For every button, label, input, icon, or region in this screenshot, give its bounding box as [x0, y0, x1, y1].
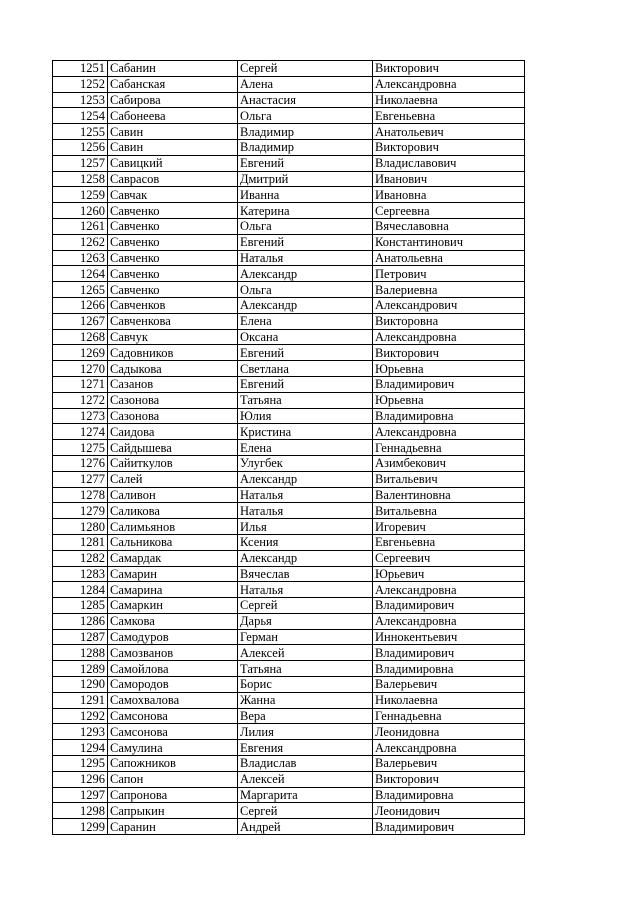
row-number-cell: 1292: [53, 708, 108, 724]
surname-cell: Самойлова: [108, 661, 238, 677]
surname-cell: Сайиткулов: [108, 455, 238, 471]
first-name-cell: Ольга: [238, 282, 373, 298]
surname-cell: Савченкова: [108, 313, 238, 329]
row-number-cell: 1297: [53, 787, 108, 803]
table-row: [53, 218, 525, 234]
first-name-cell: Евгений: [238, 155, 373, 171]
table-row: [53, 203, 525, 219]
patronymic-cell: Юрьевич: [373, 566, 525, 582]
table-row: [53, 124, 525, 140]
surname-cell: Сабонеева: [108, 108, 238, 124]
surname-cell: Сальникова: [108, 534, 238, 550]
surname-cell: Саврасов: [108, 171, 238, 187]
patronymic-cell: Александровна: [373, 424, 525, 440]
first-name-cell: Светлана: [238, 361, 373, 377]
row-number-cell: 1285: [53, 598, 108, 614]
table-row: [53, 519, 525, 535]
row-number-cell: 1269: [53, 345, 108, 361]
surname-cell: Саливон: [108, 487, 238, 503]
table-row: [53, 392, 525, 408]
row-number-cell: 1280: [53, 519, 108, 535]
surname-cell: Самарин: [108, 566, 238, 582]
table-row: [53, 534, 525, 550]
name-list-body: [53, 61, 525, 835]
patronymic-cell: Юрьевна: [373, 361, 525, 377]
table-row: [53, 282, 525, 298]
table-row: [53, 61, 525, 77]
surname-cell: Савченков: [108, 297, 238, 313]
patronymic-cell: Владимировна: [373, 787, 525, 803]
surname-cell: Салей: [108, 471, 238, 487]
first-name-cell: Кристина: [238, 424, 373, 440]
patronymic-cell: Владимирович: [373, 376, 525, 392]
patronymic-cell: Витальевна: [373, 503, 525, 519]
first-name-cell: Александр: [238, 266, 373, 282]
table-row: [53, 692, 525, 708]
surname-cell: Сабанин: [108, 61, 238, 77]
first-name-cell: Владимир: [238, 124, 373, 140]
surname-cell: Савин: [108, 124, 238, 140]
first-name-cell: Ольга: [238, 218, 373, 234]
first-name-cell: Катерина: [238, 203, 373, 219]
row-number-cell: 1276: [53, 455, 108, 471]
first-name-cell: Дмитрий: [238, 171, 373, 187]
patronymic-cell: Владимирович: [373, 819, 525, 835]
first-name-cell: Наталья: [238, 582, 373, 598]
patronymic-cell: Николаевна: [373, 92, 525, 108]
patronymic-cell: Владиславович: [373, 155, 525, 171]
first-name-cell: Евгений: [238, 376, 373, 392]
name-list-table: [52, 60, 525, 835]
table-row: [53, 361, 525, 377]
table-row: [53, 566, 525, 582]
row-number-cell: 1296: [53, 771, 108, 787]
surname-cell: Сапожников: [108, 756, 238, 772]
first-name-cell: Андрей: [238, 819, 373, 835]
first-name-cell: Борис: [238, 677, 373, 693]
row-number-cell: 1278: [53, 487, 108, 503]
row-number-cell: 1257: [53, 155, 108, 171]
table-row: [53, 171, 525, 187]
row-number-cell: 1288: [53, 645, 108, 661]
first-name-cell: Ксения: [238, 534, 373, 550]
table-row: [53, 803, 525, 819]
first-name-cell: Иванна: [238, 187, 373, 203]
surname-cell: Савчак: [108, 187, 238, 203]
patronymic-cell: Николаевна: [373, 692, 525, 708]
patronymic-cell: Сергеевич: [373, 550, 525, 566]
patronymic-cell: Юрьевна: [373, 392, 525, 408]
table-row: [53, 345, 525, 361]
surname-cell: Садыкова: [108, 361, 238, 377]
table-row: [53, 376, 525, 392]
row-number-cell: 1284: [53, 582, 108, 598]
patronymic-cell: Викторович: [373, 61, 525, 77]
row-number-cell: 1252: [53, 76, 108, 92]
row-number-cell: 1272: [53, 392, 108, 408]
first-name-cell: Наталья: [238, 503, 373, 519]
first-name-cell: Владислав: [238, 756, 373, 772]
first-name-cell: Вячеслав: [238, 566, 373, 582]
surname-cell: Саликова: [108, 503, 238, 519]
patronymic-cell: Александровна: [373, 740, 525, 756]
table-row: [53, 629, 525, 645]
surname-cell: Сазонова: [108, 408, 238, 424]
first-name-cell: Александр: [238, 471, 373, 487]
table-row: [53, 598, 525, 614]
surname-cell: Савченко: [108, 234, 238, 250]
table-row: [53, 266, 525, 282]
patronymic-cell: Геннадьевна: [373, 440, 525, 456]
first-name-cell: Алексей: [238, 771, 373, 787]
surname-cell: Савченко: [108, 218, 238, 234]
first-name-cell: Дарья: [238, 613, 373, 629]
table-row: [53, 155, 525, 171]
row-number-cell: 1267: [53, 313, 108, 329]
surname-cell: Самсонова: [108, 724, 238, 740]
table-row: [53, 234, 525, 250]
first-name-cell: Алена: [238, 76, 373, 92]
patronymic-cell: Александровна: [373, 76, 525, 92]
patronymic-cell: Анатольевич: [373, 124, 525, 140]
row-number-cell: 1256: [53, 139, 108, 155]
table-row: [53, 787, 525, 803]
table-row: [53, 503, 525, 519]
patronymic-cell: Викторовна: [373, 313, 525, 329]
first-name-cell: Маргарита: [238, 787, 373, 803]
table-row: [53, 440, 525, 456]
row-number-cell: 1258: [53, 171, 108, 187]
first-name-cell: Наталья: [238, 250, 373, 266]
table-row: [53, 487, 525, 503]
surname-cell: Садовников: [108, 345, 238, 361]
first-name-cell: Евгений: [238, 345, 373, 361]
patronymic-cell: Валентиновна: [373, 487, 525, 503]
patronymic-cell: Александровна: [373, 582, 525, 598]
surname-cell: Савченко: [108, 266, 238, 282]
row-number-cell: 1264: [53, 266, 108, 282]
surname-cell: Саранин: [108, 819, 238, 835]
row-number-cell: 1289: [53, 661, 108, 677]
table-row: [53, 677, 525, 693]
table-row: [53, 108, 525, 124]
surname-cell: Савин: [108, 139, 238, 155]
table-row: [53, 613, 525, 629]
first-name-cell: Алексей: [238, 645, 373, 661]
patronymic-cell: Викторович: [373, 771, 525, 787]
table-row: [53, 740, 525, 756]
patronymic-cell: Игоревич: [373, 519, 525, 535]
row-number-cell: 1270: [53, 361, 108, 377]
patronymic-cell: Викторович: [373, 345, 525, 361]
first-name-cell: Ольга: [238, 108, 373, 124]
row-number-cell: 1262: [53, 234, 108, 250]
surname-cell: Самсонова: [108, 708, 238, 724]
patronymic-cell: Владимирович: [373, 645, 525, 661]
row-number-cell: 1259: [53, 187, 108, 203]
surname-cell: Самкова: [108, 613, 238, 629]
row-number-cell: 1279: [53, 503, 108, 519]
first-name-cell: Сергей: [238, 803, 373, 819]
row-number-cell: 1283: [53, 566, 108, 582]
table-row: [53, 76, 525, 92]
surname-cell: Сазонова: [108, 392, 238, 408]
table-row: [53, 329, 525, 345]
surname-cell: Савчук: [108, 329, 238, 345]
table-row: [53, 724, 525, 740]
patronymic-cell: Витальевич: [373, 471, 525, 487]
table-row: [53, 550, 525, 566]
row-number-cell: 1277: [53, 471, 108, 487]
row-number-cell: 1271: [53, 376, 108, 392]
patronymic-cell: Валерьевич: [373, 677, 525, 693]
row-number-cell: 1291: [53, 692, 108, 708]
patronymic-cell: Валерьевич: [373, 756, 525, 772]
first-name-cell: Александр: [238, 550, 373, 566]
row-number-cell: 1298: [53, 803, 108, 819]
patronymic-cell: Иванович: [373, 171, 525, 187]
row-number-cell: 1254: [53, 108, 108, 124]
row-number-cell: 1281: [53, 534, 108, 550]
surname-cell: Сабанская: [108, 76, 238, 92]
row-number-cell: 1260: [53, 203, 108, 219]
patronymic-cell: Леонидович: [373, 803, 525, 819]
surname-cell: Самаркин: [108, 598, 238, 614]
first-name-cell: Евгений: [238, 234, 373, 250]
first-name-cell: Илья: [238, 519, 373, 535]
surname-cell: Сабирова: [108, 92, 238, 108]
patronymic-cell: Владимировна: [373, 661, 525, 677]
patronymic-cell: Иннокентьевич: [373, 629, 525, 645]
first-name-cell: Елена: [238, 440, 373, 456]
surname-cell: Самозванов: [108, 645, 238, 661]
surname-cell: Самулина: [108, 740, 238, 756]
row-number-cell: 1293: [53, 724, 108, 740]
patronymic-cell: Александровна: [373, 613, 525, 629]
table-row: [53, 819, 525, 835]
patronymic-cell: Евгеньевна: [373, 108, 525, 124]
row-number-cell: 1287: [53, 629, 108, 645]
patronymic-cell: Владимировна: [373, 408, 525, 424]
table-row: [53, 471, 525, 487]
first-name-cell: Улугбек: [238, 455, 373, 471]
surname-cell: Сапон: [108, 771, 238, 787]
first-name-cell: Наталья: [238, 487, 373, 503]
first-name-cell: Сергей: [238, 61, 373, 77]
patronymic-cell: Ивановна: [373, 187, 525, 203]
row-number-cell: 1286: [53, 613, 108, 629]
table-row: [53, 708, 525, 724]
row-number-cell: 1265: [53, 282, 108, 298]
first-name-cell: Татьяна: [238, 661, 373, 677]
first-name-cell: Сергей: [238, 598, 373, 614]
row-number-cell: 1253: [53, 92, 108, 108]
row-number-cell: 1274: [53, 424, 108, 440]
surname-cell: Сапронова: [108, 787, 238, 803]
first-name-cell: Владимир: [238, 139, 373, 155]
first-name-cell: Жанна: [238, 692, 373, 708]
table-row: [53, 139, 525, 155]
row-number-cell: 1255: [53, 124, 108, 140]
patronymic-cell: Евгеньевна: [373, 534, 525, 550]
table-row: [53, 645, 525, 661]
first-name-cell: Елена: [238, 313, 373, 329]
row-number-cell: 1268: [53, 329, 108, 345]
row-number-cell: 1295: [53, 756, 108, 772]
first-name-cell: Оксана: [238, 329, 373, 345]
surname-cell: Сайдышева: [108, 440, 238, 456]
table-row: [53, 92, 525, 108]
row-number-cell: 1266: [53, 297, 108, 313]
first-name-cell: Александр: [238, 297, 373, 313]
row-number-cell: 1294: [53, 740, 108, 756]
surname-cell: Сазанов: [108, 376, 238, 392]
first-name-cell: Евгения: [238, 740, 373, 756]
row-number-cell: 1261: [53, 218, 108, 234]
row-number-cell: 1251: [53, 61, 108, 77]
table-row: [53, 661, 525, 677]
table-row: [53, 250, 525, 266]
patronymic-cell: Анатольевна: [373, 250, 525, 266]
table-row: [53, 408, 525, 424]
patronymic-cell: Александровна: [373, 329, 525, 345]
surname-cell: Сапрыкин: [108, 803, 238, 819]
table-row: [53, 455, 525, 471]
table-row: [53, 771, 525, 787]
surname-cell: Самородов: [108, 677, 238, 693]
patronymic-cell: Александрович: [373, 297, 525, 313]
table-row: [53, 424, 525, 440]
patronymic-cell: Азимбекович: [373, 455, 525, 471]
patronymic-cell: Леонидовна: [373, 724, 525, 740]
table-row: [53, 582, 525, 598]
patronymic-cell: Валериевна: [373, 282, 525, 298]
first-name-cell: Анастасия: [238, 92, 373, 108]
first-name-cell: Татьяна: [238, 392, 373, 408]
table-row: [53, 297, 525, 313]
patronymic-cell: Вячеславовна: [373, 218, 525, 234]
first-name-cell: Герман: [238, 629, 373, 645]
surname-cell: Самардак: [108, 550, 238, 566]
table-row: [53, 756, 525, 772]
first-name-cell: Вера: [238, 708, 373, 724]
row-number-cell: 1263: [53, 250, 108, 266]
first-name-cell: Лилия: [238, 724, 373, 740]
row-number-cell: 1299: [53, 819, 108, 835]
patronymic-cell: Владимирович: [373, 598, 525, 614]
surname-cell: Савченко: [108, 250, 238, 266]
first-name-cell: Юлия: [238, 408, 373, 424]
surname-cell: Самохвалова: [108, 692, 238, 708]
patronymic-cell: Сергеевна: [373, 203, 525, 219]
patronymic-cell: Петрович: [373, 266, 525, 282]
patronymic-cell: Константинович: [373, 234, 525, 250]
surname-cell: Савченко: [108, 203, 238, 219]
surname-cell: Савченко: [108, 282, 238, 298]
row-number-cell: 1273: [53, 408, 108, 424]
row-number-cell: 1290: [53, 677, 108, 693]
patronymic-cell: Викторович: [373, 139, 525, 155]
table-row: [53, 187, 525, 203]
surname-cell: Саидова: [108, 424, 238, 440]
surname-cell: Савицкий: [108, 155, 238, 171]
row-number-cell: 1275: [53, 440, 108, 456]
table-row: [53, 313, 525, 329]
row-number-cell: 1282: [53, 550, 108, 566]
surname-cell: Самодуров: [108, 629, 238, 645]
surname-cell: Самарина: [108, 582, 238, 598]
patronymic-cell: Геннадьевна: [373, 708, 525, 724]
surname-cell: Салимьянов: [108, 519, 238, 535]
